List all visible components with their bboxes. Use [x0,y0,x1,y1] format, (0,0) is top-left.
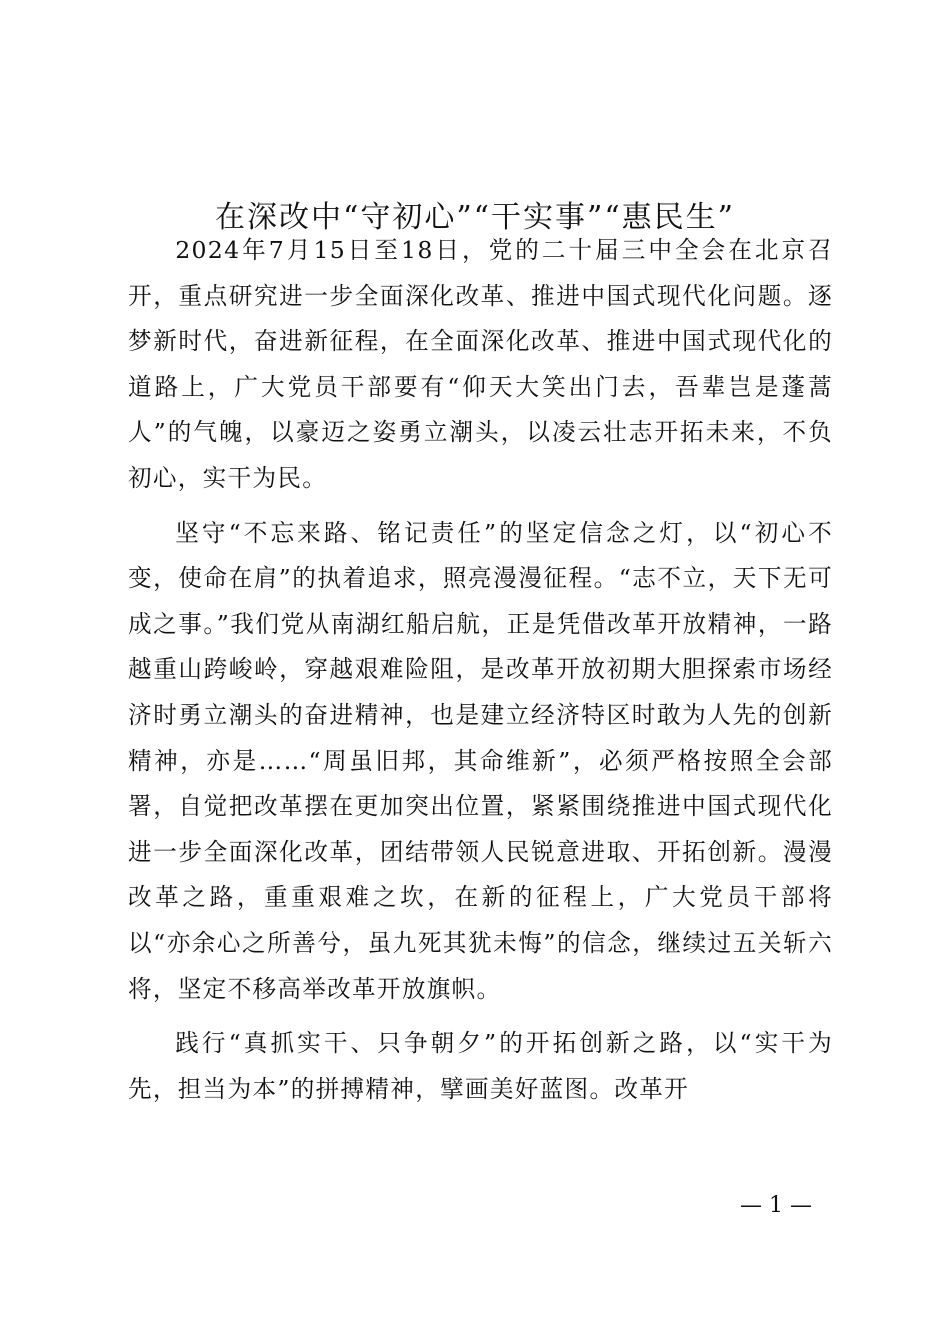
paragraph-3: 践行“真抓实干、只争朝夕”的开拓创新之路，以“实干为先，担当为本”的拼搏精神，擘画美好蓝图。改革开 [128,1029,833,1103]
document-body [128,228,833,1112]
page-number: — 1 — [740,1193,812,1218]
document-title: 在深改中“守初心”“干实事”“惠民生” [214,200,736,236]
paragraph-1: 2024年7月15日至18日，党的二十届三中全会在北京召开，重点研究进一步全面深化改革、推进中国式现代化问题。逐梦新时代，奋进新征程，在全面深化改革、推进中国式现代化的道路上，广大党员干部要有“仰天大笑出门去，吾辈岂是蓬蒿人”的气魄，以豪迈之姿勇立潮头，以凌云壮志开拓未来，不负初心，实干为民。 [128,236,833,492]
paragraph-2: 坚守“不忘来路、铭记责任”的坚定信念之灯，以“初心不变，使命在肩”的执着追求，照亮漫漫征程。“志不立，天下无可成之事。”我们党从南湖红船启航，正是凭借改革开放精神，一路越重山跨峻岭，穿越艰难险阻，是改革开放初期大胆探索市场经济时勇立潮头的奋进精神，也是建立经济特区时敢为人先的创新精神，亦是……“周虽旧邦，其命维新”，必须严格按照全会部署，自觉把改革摆在更加突出位置，紧紧围绕推进中国式现代化进一步全面深化改革，团结带领人民锐意进取、开拓创新。漫漫改革之路，重重艰难之坎，在新的征程上，广大党员干部将以“亦余心之所善兮，虽九死其犹未悔”的信念，继续过五关斩六将，坚定不移高举改革开放旗帜。 [128,518,833,1003]
